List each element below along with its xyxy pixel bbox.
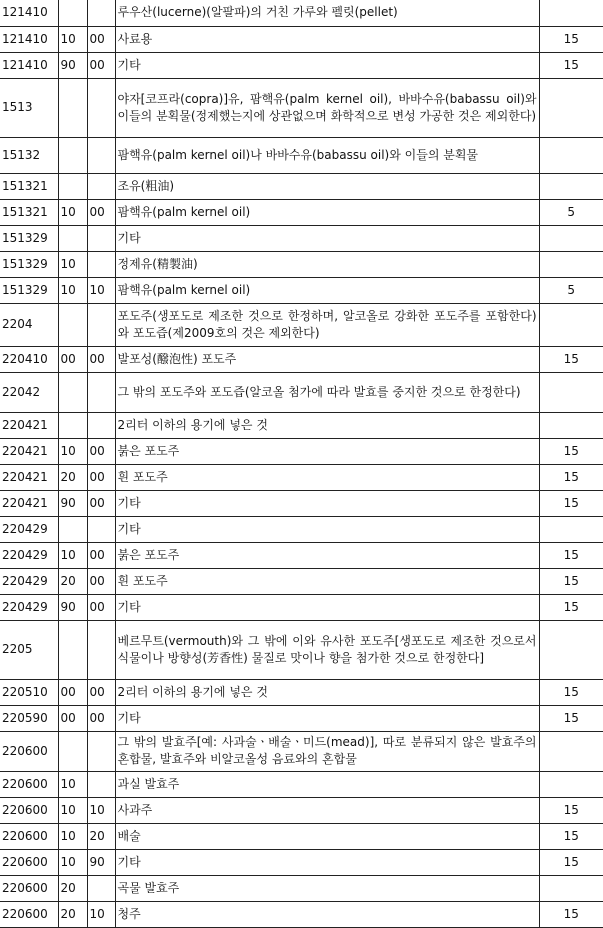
item-description: 곡물 발효주 [115,875,539,901]
table-row [0,731,603,771]
tariff-rate [539,372,603,412]
item-description: 포도주(생포도로 제조한 것으로 한정하며, 알코올로 강화한 포도주를 포함한다)와 포도즙(제2009호의 것은 제외한다) [115,303,539,346]
subcode-1: 10 [58,797,87,823]
table-row [0,251,603,277]
item-description: 기타 [115,225,539,251]
hs-code: 2204 [0,303,58,346]
tariff-rate: 15 [539,464,603,490]
subcode-1 [58,78,87,137]
table-row [0,568,603,594]
table-row [0,464,603,490]
subcode-2: 00 [87,490,115,516]
item-description: 2리터 이하의 용기에 넣은 것 [115,679,539,705]
subcode-2 [87,875,115,901]
subcode-1: 90 [58,594,87,620]
tariff-rate: 15 [539,438,603,464]
subcode-1: 10 [58,26,87,52]
table-row [0,303,603,346]
hs-code: 220421 [0,412,58,438]
hs-code: 2205 [0,620,58,679]
item-description: 2리터 이하의 용기에 넣은 것 [115,412,539,438]
tariff-rate [539,303,603,346]
tariff-rate [539,412,603,438]
item-description: 정제유(精製油) [115,251,539,277]
subcode-1: 90 [58,52,87,78]
table-row [0,797,603,823]
tariff-rate [539,731,603,771]
hs-code: 220510 [0,679,58,705]
item-description: 흰 포도주 [115,568,539,594]
table-row [0,52,603,78]
subcode-2 [87,0,115,26]
tariff-rate [539,771,603,797]
table-row [0,346,603,372]
subcode-2 [87,78,115,137]
subcode-1 [58,0,87,26]
subcode-1: 00 [58,346,87,372]
tariff-rate [539,620,603,679]
item-description: 루우산(lucerne)(알팔파)의 거친 가루와 펠릿(pellet) [115,0,539,26]
tariff-rate: 15 [539,594,603,620]
table-row [0,594,603,620]
table-row [0,679,603,705]
item-description: 과실 발효주 [115,771,539,797]
subcode-1 [58,303,87,346]
hs-code: 121410 [0,26,58,52]
item-description: 붉은 포도주 [115,542,539,568]
tariff-rate: 15 [539,26,603,52]
hs-code: 220421 [0,490,58,516]
subcode-1: 10 [58,199,87,225]
table-row [0,199,603,225]
subcode-2: 00 [87,199,115,225]
item-description: 팜핵유(palm kernel oil) [115,277,539,303]
subcode-1: 10 [58,438,87,464]
subcode-2 [87,372,115,412]
item-description: 기타 [115,705,539,731]
item-description: 청주 [115,901,539,927]
subcode-1: 10 [58,277,87,303]
item-description: 야자[코프라(copra)]유, 팜핵유(palm kernel oil), 바바수유(babassu oil)와 이들의 분획물(정제했는지에 상관없으며 화학적으로 변성 가공한 것은 제외한다) [115,78,539,137]
hs-code: 220600 [0,901,58,927]
item-description: 기타 [115,516,539,542]
subcode-2: 00 [87,438,115,464]
hs-code: 220421 [0,438,58,464]
subcode-1: 20 [58,875,87,901]
item-description: 조유(粗油) [115,173,539,199]
subcode-2 [87,771,115,797]
subcode-2 [87,225,115,251]
tariff-rate [539,251,603,277]
hs-code: 220429 [0,594,58,620]
table-row [0,372,603,412]
tariff-rate: 5 [539,199,603,225]
hs-code: 151329 [0,225,58,251]
subcode-1: 10 [58,823,87,849]
subcode-1: 20 [58,464,87,490]
subcode-2 [87,620,115,679]
tariff-rate: 15 [539,849,603,875]
tariff-rate [539,137,603,173]
hs-code: 220600 [0,849,58,875]
subcode-2: 00 [87,26,115,52]
subcode-1: 10 [58,542,87,568]
subcode-2: 00 [87,679,115,705]
subcode-1: 20 [58,901,87,927]
item-description: 기타 [115,52,539,78]
hs-code: 220600 [0,823,58,849]
hs-code: 151329 [0,277,58,303]
hs-code: 151329 [0,251,58,277]
subcode-2 [87,173,115,199]
hs-code: 220429 [0,568,58,594]
subcode-1 [58,137,87,173]
hs-code: 220600 [0,731,58,771]
table-row [0,438,603,464]
hs-code: 220410 [0,346,58,372]
subcode-2: 10 [87,901,115,927]
tariff-rate: 15 [539,901,603,927]
subcode-2 [87,412,115,438]
tariff-rate [539,173,603,199]
tariff-rate [539,516,603,542]
table-row [0,412,603,438]
table-row [0,0,603,26]
hs-code: 220600 [0,771,58,797]
table-row [0,823,603,849]
hs-code: 220421 [0,464,58,490]
subcode-2: 10 [87,797,115,823]
item-description: 기타 [115,490,539,516]
item-description: 베르무트(vermouth)와 그 밖에 이와 유사한 포도주[생포도로 제조한 것으로서 식물이나 방향성(芳香性) 물질로 맛이나 향을 첨가한 것으로 한정한다] [115,620,539,679]
subcode-2: 20 [87,823,115,849]
table-row [0,26,603,52]
hs-code: 22042 [0,372,58,412]
item-description: 기타 [115,594,539,620]
hs-code: 121410 [0,52,58,78]
subcode-1: 10 [58,251,87,277]
table-row [0,542,603,568]
table-row [0,277,603,303]
item-description: 배술 [115,823,539,849]
table-row [0,705,603,731]
subcode-1 [58,412,87,438]
hs-code: 121410 [0,0,58,26]
table-row [0,849,603,875]
table-row [0,173,603,199]
subcode-2 [87,251,115,277]
tariff-rate: 15 [539,797,603,823]
subcode-1 [58,173,87,199]
tariff-rate: 15 [539,823,603,849]
tariff-rate: 15 [539,490,603,516]
subcode-1 [58,372,87,412]
tariff-rate [539,875,603,901]
table-row [0,875,603,901]
tariff-rate: 5 [539,277,603,303]
subcode-2 [87,516,115,542]
item-description: 발포성(醱泡性) 포도주 [115,346,539,372]
subcode-1 [58,225,87,251]
tariff-rate [539,225,603,251]
subcode-2: 90 [87,849,115,875]
subcode-1 [58,620,87,679]
subcode-2: 00 [87,464,115,490]
subcode-2 [87,137,115,173]
item-description: 그 밖의 포도주와 포도즙(알코올 첨가에 따라 발효를 중지한 것으로 한정한다) [115,372,539,412]
hs-code: 220600 [0,875,58,901]
subcode-2: 00 [87,594,115,620]
item-description: 그 밖의 발효주[예: 사과술ㆍ배술ㆍ미드(mead)], 따로 분류되지 않은 발효주의 혼합물, 발효주와 비알코올성 음료와의 혼합물 [115,731,539,771]
hs-code: 1513 [0,78,58,137]
table-row [0,771,603,797]
table-row [0,225,603,251]
tariff-rate: 15 [539,346,603,372]
table-row [0,78,603,137]
table-row [0,490,603,516]
subcode-1: 90 [58,490,87,516]
item-description: 팜핵유(palm kernel oil)나 바바수유(babassu oil)와 이들의 분획물 [115,137,539,173]
hs-code: 220600 [0,797,58,823]
hs-code: 151321 [0,199,58,225]
item-description: 사료용 [115,26,539,52]
tariff-rate: 15 [539,705,603,731]
hs-code: 220590 [0,705,58,731]
hs-code: 151321 [0,173,58,199]
subcode-1: 00 [58,679,87,705]
subcode-2: 00 [87,568,115,594]
subcode-2: 00 [87,52,115,78]
table-row [0,516,603,542]
subcode-1: 10 [58,849,87,875]
table-row [0,137,603,173]
item-description: 흰 포도주 [115,464,539,490]
item-description: 팜핵유(palm kernel oil) [115,199,539,225]
subcode-1 [58,731,87,771]
subcode-2: 00 [87,346,115,372]
subcode-2 [87,731,115,771]
subcode-2: 00 [87,542,115,568]
hs-code: 15132 [0,137,58,173]
hs-code: 220429 [0,516,58,542]
item-description: 붉은 포도주 [115,438,539,464]
tariff-rate [539,78,603,137]
tariff-rate [539,0,603,26]
hs-code: 220429 [0,542,58,568]
tariff-rate: 15 [539,568,603,594]
item-description: 기타 [115,849,539,875]
subcode-1 [58,516,87,542]
subcode-1: 00 [58,705,87,731]
subcode-2: 00 [87,705,115,731]
table-row [0,901,603,927]
subcode-2 [87,303,115,346]
tariff-rate: 15 [539,542,603,568]
subcode-2: 10 [87,277,115,303]
tariff-rate: 15 [539,679,603,705]
subcode-1: 20 [58,568,87,594]
item-description: 사과주 [115,797,539,823]
subcode-1: 10 [58,771,87,797]
tariff-rate: 15 [539,52,603,78]
table-row [0,620,603,679]
